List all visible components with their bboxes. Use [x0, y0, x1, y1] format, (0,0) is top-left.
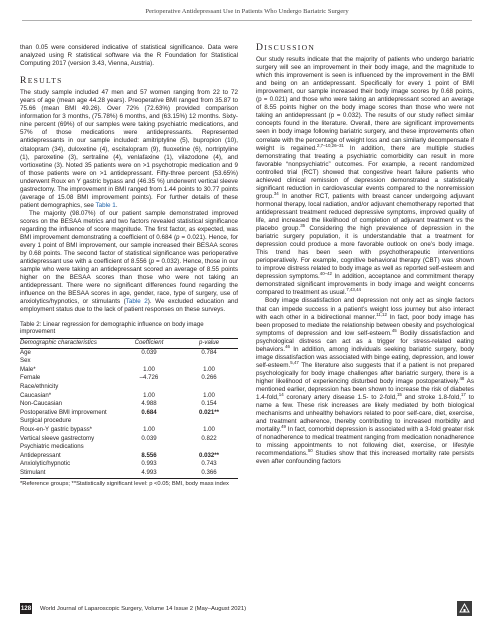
- table-row: [20, 435, 238, 444]
- table-caption: Table 2: Linear regression for demographic influence on body image improvement: [20, 320, 204, 336]
- results-p2-text-c: = 0.032). Hence, those in our sample who were taking an antidepressant scored an average of 8.55 points higher on the BESAA scores than those who were not taking an antidepressant. There were no significant differences found regarding the influence on the BESAA scores in age, gender, race, type of surgery, use of anxiolytics/hypnotics, or stimulants (: [20, 258, 238, 306]
- d-p2-text-k: Studies show that this increased mortality rate persists even after confounding factors: [256, 450, 474, 466]
- table-cell-characteristic: Antidepressant: [20, 451, 61, 459]
- table-row: [20, 460, 238, 469]
- citation: 2,7–10,26–31: [317, 142, 344, 148]
- table-cell-characteristic: Male*: [20, 365, 36, 373]
- regression-table: [20, 338, 238, 479]
- table-cell-pvalue: 1.00: [203, 426, 215, 434]
- running-header: Perioperative Antidepressant Use in Patients Who Undergo Bariatric Surgery: [145, 8, 349, 15]
- table-cell-coefficient: [118, 383, 180, 392]
- citation: 11,12: [376, 311, 387, 317]
- table-cell-characteristic: Vertical sleeve gastrectomy: [20, 434, 95, 442]
- d-p1-text: Our study results indicate that the majority of patients who undergo bariatric surgery will see an improvement in their body image, and the magnitude to which this improvement is seen is influenced by the improvement in the BMI and being on an antidepressant. Specifically for every 1 point of BMI improvement, our sample increased their body image scores by 0.68 points, (p = 0.021) and those who were taking an antidepressant scored an average of 8.55 points higher on the body image scores than those who were not taking an antidepressant (p = 0.032). The results of our study reflect similar concepts found in the literature. Overall, there are significant improvements seen in body image following bariatric surgery, and these improvements often correlate with the percentage of weight loss and can similarly decompensate if weight is regained.: [256, 56, 474, 152]
- d-p1-text-e: In addition, acceptance and commitment therapy demonstrated significant improvements in body image and weight concerns compared to treatment as usual.: [256, 273, 475, 297]
- table-row: [20, 366, 238, 375]
- table-cell-coefficient: 4.988: [141, 400, 157, 408]
- table-cell-characteristic: Caucasian*: [20, 391, 52, 399]
- citation: 45: [391, 327, 397, 333]
- page-number: 128: [20, 605, 32, 612]
- table-cell-coefficient: 1.00: [143, 391, 155, 399]
- journal-citation: World Journal of Laparoscopic Surgery, Volume 14 Issue 2 (May–August 2021): [40, 606, 247, 612]
- results-paragraph-1: [20, 89, 238, 210]
- results-paragraph-2: [20, 210, 238, 315]
- table-cell-characteristic: Surgical procedure: [20, 417, 72, 425]
- citation: 5,47: [290, 359, 299, 365]
- citation: 34: [273, 190, 279, 196]
- table-cell-coefficient: 0.684: [141, 408, 157, 416]
- table-cell-coefficient: –4.726: [139, 374, 159, 382]
- table-header-pvalue: p-value: [180, 339, 238, 349]
- table-body: [20, 348, 238, 478]
- results-p1-end: .: [115, 201, 118, 209]
- table-header-coefficient: Coefficient: [118, 339, 180, 349]
- table-cell-pvalue: 0.266: [201, 374, 217, 382]
- table-row: [20, 443, 238, 452]
- table-cell-pvalue: 0.021**: [199, 408, 219, 416]
- results-heading-cap: R: [20, 75, 28, 87]
- table-cell-characteristic: Anxiolytic/hypnotic: [20, 460, 71, 468]
- d-p2-text-i: to name a few. These risk increases are likely mediated by both biological mechanisms and unhealthy behaviors related to poor self-care, diet, exercise, and treatment adherence, thereby contributing to increased morbidity and mortality.: [256, 394, 474, 434]
- table-1-link[interactable]: Table 1: [95, 201, 116, 209]
- citation: 7,43,44: [346, 287, 361, 293]
- citation: 48: [459, 375, 465, 381]
- discussion-paragraph-2: [256, 297, 474, 466]
- d-p2-text-b: In fact, poor body image has been proposed to mediate the relationship between obesity and psychological symptoms of depression and low self-esteem.: [256, 313, 474, 337]
- right-column: [256, 44, 474, 466]
- table-cell-pvalue: 1.00: [203, 365, 215, 373]
- table-cell-coefficient: 0.993: [141, 460, 157, 468]
- table-2-link[interactable]: Table 2: [125, 298, 148, 306]
- table-cell-characteristic: Postoperative BMI improvement: [20, 408, 107, 416]
- d-p2-text: Body image dissatisfaction and depression not only act as single factors that can impede success in a patient’s weight loss journey but also interact with each other in a bidirectional manner.: [256, 297, 474, 321]
- header-rule: [22, 20, 472, 21]
- table-cell-pvalue: [180, 357, 238, 366]
- citation: 14: [278, 391, 284, 397]
- table-cell-pvalue: [180, 443, 238, 452]
- d-p2-text-d: In addition, among individuals seeking bariatric surgery, body image dissatisfaction was associated with binge eating, depression, and lower self-esteem.: [256, 345, 474, 369]
- publisher-logo-icon: [457, 601, 472, 616]
- table-cell-pvalue: 0.366: [180, 469, 238, 478]
- citation: 35: [300, 222, 306, 228]
- table-note: *Reference groups; **Statistically significant level: p <0.05; BMI, body mass index: [20, 480, 229, 487]
- d-p2-text-g: coronary artery disease 1.5- to 2-fold,: [283, 394, 397, 402]
- table-cell-characteristic: Age: [20, 348, 31, 356]
- discussion-heading-cap: D: [256, 42, 265, 53]
- table-cell-characteristic: Non-Caucasian: [20, 400, 63, 408]
- table-cell-coefficient: 0.039: [141, 434, 157, 442]
- table-cell-pvalue: [180, 383, 238, 392]
- left-column: [20, 44, 238, 488]
- discussion-heading-rest: ISCUSSION: [264, 43, 316, 52]
- table-row: [20, 392, 238, 401]
- table-row: [20, 426, 238, 435]
- table-cell-pvalue: 0.784: [201, 348, 217, 356]
- citation: 49: [281, 424, 286, 430]
- table-row: [20, 348, 238, 357]
- p-symbol: p: [150, 258, 155, 266]
- table-cell-characteristic: Sex: [20, 357, 31, 365]
- results-heading: [20, 77, 238, 85]
- d-p1-text-d: Considering the high prevalence of depression in the bariatric surgery population, it is understandable that a treatment for depression could produce a more favorable outlook on one’s body image. This trend has been seen with psychotherapeutic interventions perioperatively. For example, cognitive behavioral therapy (CBT) was shown to improve distress related to body image as well as reported self-esteem and depression symptoms.: [256, 225, 474, 281]
- citation: 15: [396, 391, 402, 397]
- table-cell-characteristic: Stimulant: [20, 469, 118, 478]
- table-cell-characteristic: Roux-en-Y gastric bypass*: [20, 426, 93, 434]
- table-cell-pvalue: 0.154: [201, 400, 217, 408]
- table-row: [20, 383, 238, 392]
- d-p2-text-j: In fact, comorbid depression is associated with a 3-fold greater risk of nonadherence to medical treatment ranging from medication nonadherence to missing appointments to not following diet, exercise, or lifestyle recommendations.: [256, 426, 474, 458]
- d-p2-text-h: and stroke 1.8-fold,: [401, 394, 461, 402]
- discussion-paragraph-1: [256, 56, 474, 297]
- table-cell-pvalue: 0.743: [201, 460, 217, 468]
- table-cell-pvalue: 0.822: [201, 434, 217, 442]
- table-cell-coefficient: [118, 417, 180, 426]
- table-row: [20, 400, 238, 409]
- table-row: [20, 469, 238, 478]
- table-row: [20, 409, 238, 418]
- table-cell-pvalue: [180, 417, 238, 426]
- results-p2-text-a: The majority (98.07%) of our patient sample demonstrated improved scores on the BESAA metrics and two factors revealed statistical significance regarding the influence of score magnitude. The first factor, as expected, was BMI improvement demonstrating a coefficient of 0.684 (: [20, 209, 238, 242]
- table-cell-characteristic: Psychiatric medications: [20, 443, 84, 451]
- results-heading-rest: ESULTS: [27, 76, 63, 86]
- citation: 50: [307, 448, 313, 454]
- citation: 46: [285, 343, 290, 349]
- d-p2-text-e: The literature also suggests that if a patient is not prepared psychologically for body image challenges after bariatric surgery, there is a higher likelihood of experiencing disturbed body image postoperatively.: [256, 361, 474, 385]
- table-cell-characteristic: Female: [20, 374, 41, 382]
- results-p2-text-d: ). We excluded education and employment status due to the lack of patient responses on these surveys.: [20, 298, 239, 314]
- table-cell-coefficient: 1.00: [143, 365, 155, 373]
- citation: 17: [460, 391, 466, 397]
- table-row: [20, 452, 238, 461]
- d-p1-text-b: In addition, there are multiple studies demonstrating that treating a psychiatric comorbidity can result in more favorable “nonpsychiatric” outcomes. For example, a recent randomized controlled trial (RCT) showed that congestive heart failure patients who achieved clinical remission of depression demonstrated a statistically significant reduction in cardiovascular events compared to the nonremission group.: [256, 144, 474, 200]
- table-cell-pvalue: 1.00: [203, 391, 215, 399]
- table-cell-coefficient: [118, 443, 180, 452]
- table-cell-pvalue: 0.032**: [199, 451, 219, 459]
- table-row: [20, 357, 238, 366]
- results-p2-text-b: = 0.021). Hence, for every 1 point of BMI improvement, our sample increased their BESAA scores by 0.68 points. The second factor of statistical significance was perioperative antidepressant use with a coefficient of 8.556 (: [20, 234, 238, 266]
- citation: 40–42: [319, 271, 332, 277]
- table-header-characteristic: Demographic characteristics: [20, 339, 118, 349]
- table-cell-coefficient: 8.556: [141, 451, 157, 459]
- d-p2-text-f: As mentioned earlier, depression has been shown to increase the risk of diabetes 1.4-fold,: [256, 377, 474, 402]
- table-cell-characteristic: Race/ethnicity: [20, 383, 59, 391]
- table-cell-coefficient: 4.993: [118, 469, 180, 478]
- table-cell-coefficient: [118, 357, 180, 366]
- table-cell-coefficient: 1.00: [143, 426, 155, 434]
- intro-paragraph: than 0.05 were considered indicative of statistical significance. Data were analyzed using R statistical software via the R Foundation for Statistical Computing 2017 (version 3.43, Vienna, Austria).: [20, 44, 238, 68]
- table-row: [20, 374, 238, 383]
- table-cell-coefficient: 0.039: [141, 348, 157, 356]
- table-row: [20, 417, 238, 426]
- d-p2-text-c: Bodily dissatisfaction and psychological distress can act as a trigger for stress-related eating behaviors.: [256, 329, 474, 353]
- discussion-heading: [256, 44, 474, 52]
- table-header-row: [20, 339, 238, 349]
- d-p1-text-c: In another RCT, patients with breast cancer undergoing adjuvant hormonal therapy, local radiation, and/or adjuvant chemotherapy reported that antidepressant treatment reduced depressive symptoms, improved quality of life, and increased the likelihood of completion of adjuvant treatment vs the placebo group.: [256, 192, 474, 233]
- results-p1-text: The study sample included 47 men and 57 women ranging from 22 to 72 years of age (mean age 44.28 years). Preoperative BMI ranged from 35.87 to 75.66 (mean BMI 49.26). Over 72% (72.63%) provided comparison information for 3 months, (75.78%) 6 months, and (63.15%) 12 months. Sixty-nine percent (69%) of our samples were taking psychiatric medications, and 57% of those medications were antidepressants. Represented antidepressants in our sample included: amitriptyline (5), bupropion (10), citalopram (34), duloxetine (4), escitalopram (9), fluoxetine (6), nortriptyline (1), paroxetine (3), sertraline (4), venlafaxine (1), vilazodone (4), and vortioxetine (3). Noted 35 patients were on >1 psychotropic medication and 9 of those patients were on >1 antidepressant. Fifty-three percent (53.65%) underwent Roux en Y gastric bypass and (46.35 %) underwent vertical sleeve gastrectomy. The improvement in BMI ranged from 1.44 points to 30.77 points (average of 15.08 BMI improvement points). For further details of these patient demographics, see: [20, 89, 238, 209]
- p-symbol: p: [176, 234, 180, 242]
